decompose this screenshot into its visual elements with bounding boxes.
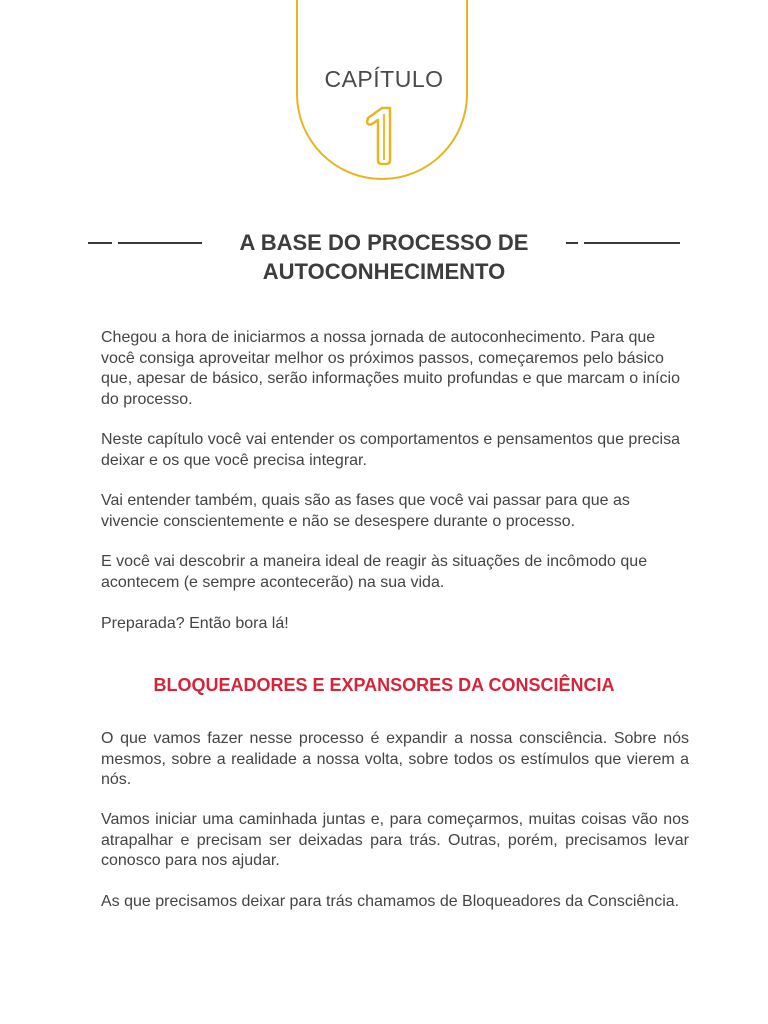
chapter-number-text: 1 — [260, 4, 261, 5]
chapter-title — [88, 228, 680, 292]
section-heading: BLOQUEADORES E EXPANSORES DA CONSCIÊNCIA — [153, 675, 615, 695]
intro-paragraph-2: Neste capítulo você vai entender os comportamentos e pensamentos que precisa deixar e os que você precisa integrar. — [101, 431, 680, 469]
intro-paragraph-1: Chegou a hora de iniciarmos a nossa jornada de autoconhecimento. Para que você consiga aproveitar melhor os próximos passos, começaremos pelo básico que, apesar de básico, serão informações muito profundas e que marcam o início do processo. — [101, 329, 680, 408]
intro-paragraph-4: E você vai descobrir a maneira ideal de reagir às situações de incômodo que acontecem (e sempre acontecerão) na sua vida. — [101, 553, 648, 591]
title-divider-right-long — [584, 242, 680, 244]
section-paragraph-1: O que vamos fazer nesse processo é expandir a nossa consciência. Sobre nós mesmos, sobre a realidade a nossa volta, sobre todos os estímulos que vierem a nós. — [101, 730, 689, 788]
title-divider-left-long — [118, 242, 202, 244]
title-divider-left-short — [88, 242, 112, 244]
title-line-2: AUTOCONHECIMENTO — [262, 259, 506, 284]
section-paragraph-3: As que precisamos deixar para trás chamamos de Bloqueadores da Consciência. — [101, 893, 680, 910]
page-title — [206, 228, 562, 286]
title-line-1: A BASE DO PROCESSO DE — [239, 230, 529, 255]
intro-paragraph-5: Preparada? Então bora lá! — [101, 615, 289, 632]
title-divider-right-short — [566, 242, 578, 244]
chapter-label: CAPÍTULO — [324, 66, 444, 92]
section-paragraph-2: Vamos iniciar uma caminhada juntas e, para começarmos, muitas coisas vão nos atrapalhar e precisam ser deixadas para trás. Outras, porém, precisamos levar conosco para nos ajudar. — [101, 811, 689, 869]
intro-paragraph-3: Vai entender também, quais são as fases que você vai passar para que as vivencie conscientemente e não se desespere durante o processo. — [101, 492, 630, 530]
